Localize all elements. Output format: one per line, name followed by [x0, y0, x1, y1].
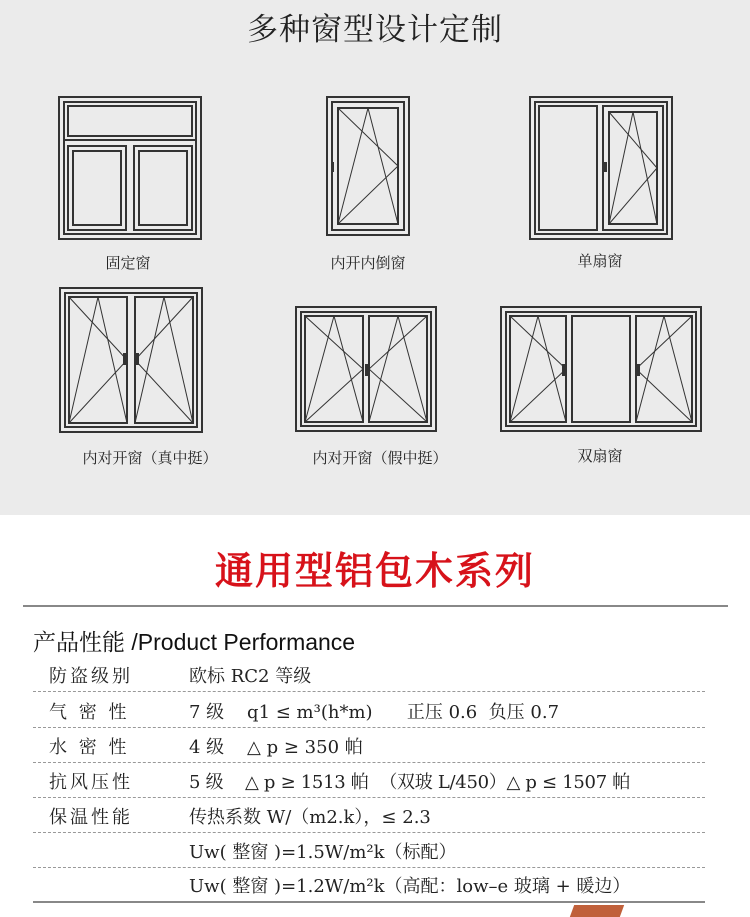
wood-sample-decoration — [570, 905, 624, 917]
row-key: 气 密 性 — [49, 702, 130, 723]
double-inward-true-mullion-window-icon — [59, 287, 203, 433]
row-key: 水 密 性 — [49, 737, 130, 758]
row-value: 4 级 △ p ≥ 350 帕 — [189, 737, 363, 758]
performance-row — [33, 692, 705, 728]
window-label: 内对开窗（假中挺） — [312, 449, 448, 467]
row-key: 抗风压性 — [49, 772, 133, 793]
tilt-turn-window-icon — [326, 96, 410, 236]
row-value: Uw( 整窗 )=1.2W/m²k（高配：low–e 玻璃 + 暖边） — [189, 876, 631, 897]
window-label: 内开内倒窗 — [330, 254, 406, 272]
series-title: 通用型铝包木系列 — [214, 549, 535, 593]
window-label: 固定窗 — [105, 254, 151, 272]
window-label: 单扇窗 — [577, 252, 623, 270]
performance-title: 产品性能 /Product Performance — [33, 629, 356, 655]
performance-row — [33, 797, 705, 833]
row-value: 7 级 q1 ≤ m³(h*m) 正压 0.6 负压 0.7 — [189, 702, 560, 723]
divider — [23, 605, 728, 607]
double-sash-window-icon — [500, 306, 702, 432]
row-value: Uw( 整窗 )=1.5W/m²k（标配） — [189, 842, 457, 863]
window-label: 内对开窗（真中挺） — [82, 449, 218, 467]
row-value: 5 级 △ p ≥ 1513 帕 （双玻 L/450）△ p ≤ 1507 帕 — [189, 772, 630, 793]
performance-row — [33, 832, 705, 868]
performance-row — [33, 762, 705, 798]
page-title: 多种窗型设计定制 — [247, 12, 503, 48]
performance-row — [33, 866, 705, 903]
row-key: 防盗级别 — [49, 666, 133, 687]
window-label: 双扇窗 — [577, 447, 623, 465]
performance-row — [33, 727, 705, 763]
performance-row — [33, 656, 705, 692]
row-value: 欧标 RC2 等级 — [189, 666, 312, 687]
row-key: 保温性能 — [49, 807, 133, 828]
fixed-window-icon — [58, 96, 202, 240]
double-inward-false-mullion-window-icon — [295, 306, 437, 432]
single-sash-window-icon — [529, 96, 673, 240]
row-value: 传热系数 W/（m2.k），≤ 2.3 — [189, 807, 431, 828]
